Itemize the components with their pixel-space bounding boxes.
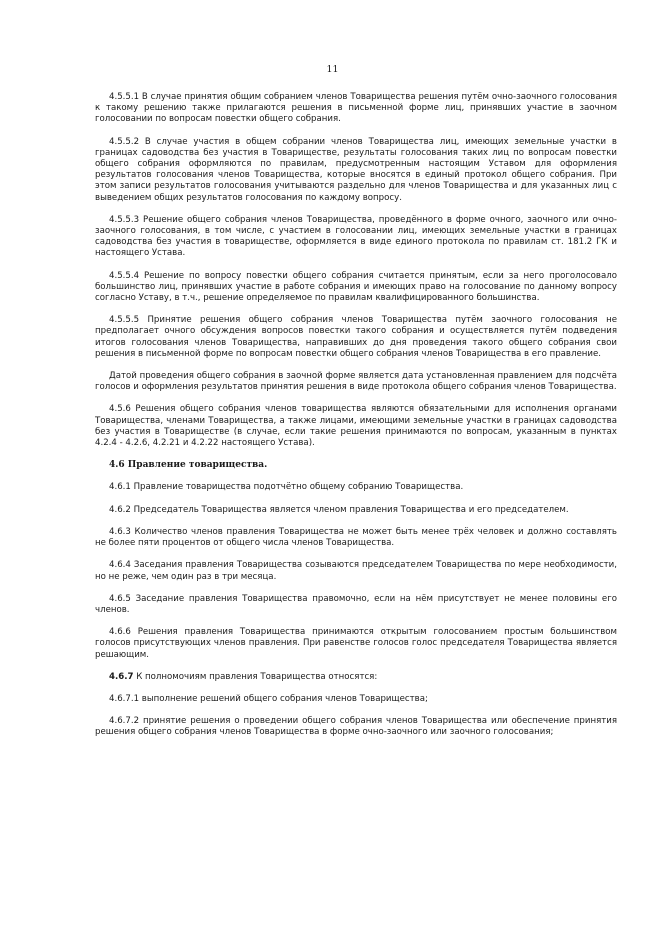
paragraph-4-6-3: 4.6.3 Количество членов правления Товарищества не может быть менее трёх человек и должно составлять не более пяти процентов от общего числа членов Товарищества. (95, 526, 617, 549)
paragraph-4-6-1: 4.6.1 Правление товарищества подотчётно общему собранию Товарищества. (109, 482, 464, 493)
paragraph-4-5-5-2: 4.5.5.2 В случае участия в общем собрании членов Товарищества лиц, имеющих земельные участки в границах садоводства без участия в Товариществе, результаты голосования таких лиц по вопросам повестки общего собрания оформляются по правилам, предусмотренным настоящим Уставом для оформления результатов голосования членов Товарищества, которые вносятся в единый протокол общего собрания. При этом записи результатов голосования учитываются раздельно для членов Товарищества и для указанных лиц с выведением общих результатов голосования по каждому вопросу. (95, 136, 617, 203)
paragraph-4-5-5-1: 4.5.5.1 В случае принятия общим собранием членов Товарищества решения путём очно-заочного голосования к такому решению также прилагаются решения в письменной форме лиц, принявших участие в заочном голосовании по вопросам повестки общего собрания. (95, 92, 617, 125)
paragraph-4-5-5-4: 4.5.5.4 Решение по вопросу повестки общего собрания считается принятым, если за него проголосовало большинство лиц, принявших участие в работе собрания и имеющих право на голосование по данному вопросу согласно Уставу, в т.ч., решение определяемое по правилам квалифицированного большинства. (95, 270, 617, 304)
document-body (95, 92, 617, 739)
paragraph-4-6-4: 4.6.4 Заседания правления Товарищества созываются председателем Товарищества по мере необходимости, но не реже, чем один раз в три месяца. (95, 560, 617, 582)
page-number: 11 (326, 64, 339, 75)
paragraph-4-5-6: 4.5.6 Решения общего собрания членов товарищества являются обязательными для исполнения органами Товарищества, членами Товарищества, а также лицами, имеющими земельные участки в границах садоводства без участия в Товариществе (в случае, если такие решения принимаются по вопросам, указанным в пунктах 4.2.4 - 4.2.6, 4.2.21 и 4.2.22 настоящего Устава). (95, 404, 617, 449)
item-text-4-6-7: К полномочиям правления Товарищества относятся: (133, 671, 378, 682)
paragraph-date: Датой проведения общего собрания в заочной форме является дата установленная правлением для подсчёта голосов и оформления результатов принятия решения в виде протокола общего собрания членов Товарищества. (95, 371, 617, 393)
section-heading-4-6: 4.6 Правление товарищества. (109, 460, 268, 471)
paragraph-4-5-5-3: 4.5.5.3 Решение общего собрания членов Товарищества, проведённого в форме очного, заочного или очно-заочного голосования, в том числе, с участием в голосовании лиц, имеющих земельные участки в границах садоводства без участия в товариществе, оформляется в виде единого протокола по правилам ст. 181.2 ГК и настоящего Устава. (95, 214, 617, 259)
paragraph-4-6-5: 4.6.5 Заседание правления Товарищества правомочно, если на нём присутствует не менее половины его членов. (95, 593, 617, 615)
paragraph-4-6-7-1: 4.6.7.1 выполнение решений общего собрания членов Товарищества; (109, 693, 428, 704)
paragraph-4-6-7-2: 4.6.7.2 принятие решения о проведении общего собрания членов Товарищества или обеспечение принятия решения общего собрания членов Товарищества в форме очно-заочного или заочного голосования; (95, 716, 617, 738)
paragraph-4-6-6: 4.6.6 Решения правления Товарищества принимаются открытым голосованием простым большинством голосов присутствующих членов правления. При равенстве голосов голос председателя Товарищества является решающим. (95, 627, 617, 660)
paragraph-4-6-2: 4.6.2 Председатель Товарищества является членом правления Товарищества и его председателем. (109, 504, 569, 515)
paragraph-4-6-7 (95, 672, 617, 683)
item-number-4-6-7: 4.6.7 (109, 671, 134, 682)
paragraph-4-5-5-5: 4.5.5.5 Принятие решения общего собрания членов Товарищества путём заочного голосования не предполагает очного обсуждения вопросов повестки такого собрания и осуществляется путём подведения итогов голосования членов Товарищества, направивших до дня проведения такого общего собрания свои решения в письменной форме по вопросам повестки общего собрания членов Товарищества в его правление. (95, 315, 617, 359)
